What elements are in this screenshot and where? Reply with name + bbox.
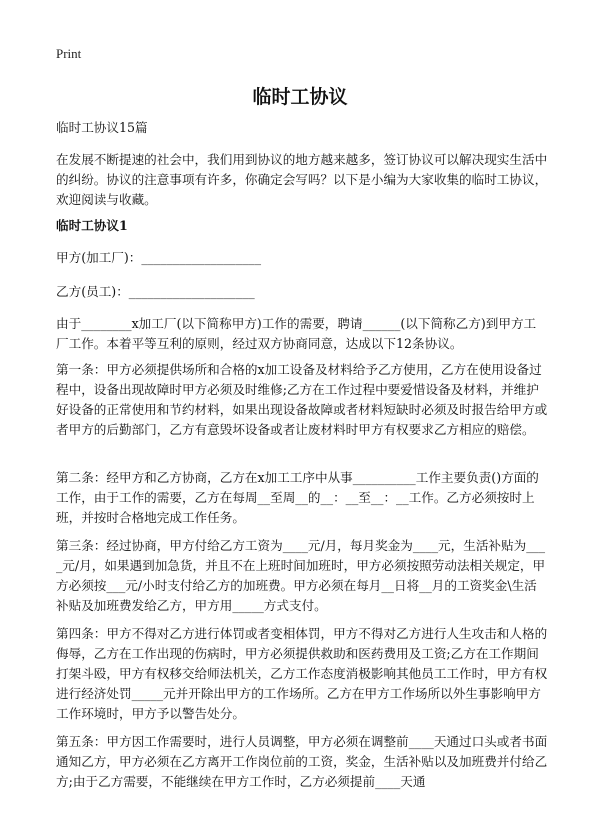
print-link[interactable]: Print (56, 46, 82, 61)
clause-1-paragraph: 第一条：甲方必须提供场所和合格的x加工设备及材料给予乙方使用，乙方在使用设备过程中，设备出现故障时甲方必须及时维修;乙方在工作过程中要爱惜设备及材料，并维护好设备的正常使用和节约材料，如果出现设备故障或者材料短缺时必须及时报告给甲方或者甲方的后勤部门，乙方有意毁坏设备或者让废材料时甲方有权要求乙方相应的赔偿。 (56, 362, 548, 437)
page-title: 临时工协议 (252, 86, 348, 108)
intro-clause-paragraph: 由于________x加工厂(以下简称甲方)工作的需要，聘请______(以下简称乙方)到甲方工厂工作。本着平等互利的原则，经过双方协商同意，达成以下12条协议。 (56, 316, 537, 351)
clause-4-paragraph: 第四条：甲方不得对乙方进行体罚或者变相体罚，甲方不得对乙方进行人生攻击和人格的侮辱，乙方在工作出现的伤病时，甲方必须提供救助和医药费用及工资;乙方在工作期间打架斗殴，甲方有权移交给师法机关，乙方工作态度消极影响其他员工工作时，甲方有权进行经济处罚_____元并开除出甲方的工作场所。乙方在甲方工作场所以外生事影响甲方工作环境时，甲方予以警告处分。 (56, 626, 548, 721)
party-b-line: 乙方(员工)：____________________ (56, 284, 255, 299)
clause-3-paragraph: 第三条：经过协商，甲方付给乙方工资为____元/月，每月奖金为____元，生活补贴为____元/月，如果遇到加急货，并且不在上班时间加班时，甲方必须按照劳动法相关规定，甲方必须按___元/小时支付给乙方的加班费。甲方必须在每月__日将__月的工资奖金\生活补贴及加班费发给乙方，甲方用_____方式支付。 (56, 538, 546, 613)
section-title: 临时工协议1 (56, 218, 128, 233)
party-a-line: 甲方(加工厂)：___________________ (56, 250, 262, 265)
clause-5-paragraph: 第五条：甲方因工作需要时，进行人员调整，甲方必须在调整前____天通过口头或者书面通知乙方，甲方必须在乙方离开工作岗位前的工资，奖金，生活补贴以及加班费并付给乙方;由于乙方需要，不能继续在甲方工作时，乙方必须提前____天通 (56, 734, 548, 789)
document-subtitle: 临时工协议15篇 (56, 120, 148, 135)
clause-2-paragraph: 第二条：经甲方和乙方协商，乙方在x加工工序中从事__________工作主要负责()方面的工作，由于工作的需要，乙方在每周__至周__的__：__至__：__工作。乙方必须按时上班，并按时合格地完成工作任务。 (56, 470, 539, 525)
intro-paragraph: 在发展不断提速的社会中，我们用到协议的地方越来越多，签订协议可以解决现实生活中的纠纷。协议的注意事项有许多，你确定会写吗？以下是小编为大家收集的临时工协议，欢迎阅读与收藏。 (56, 152, 548, 207)
